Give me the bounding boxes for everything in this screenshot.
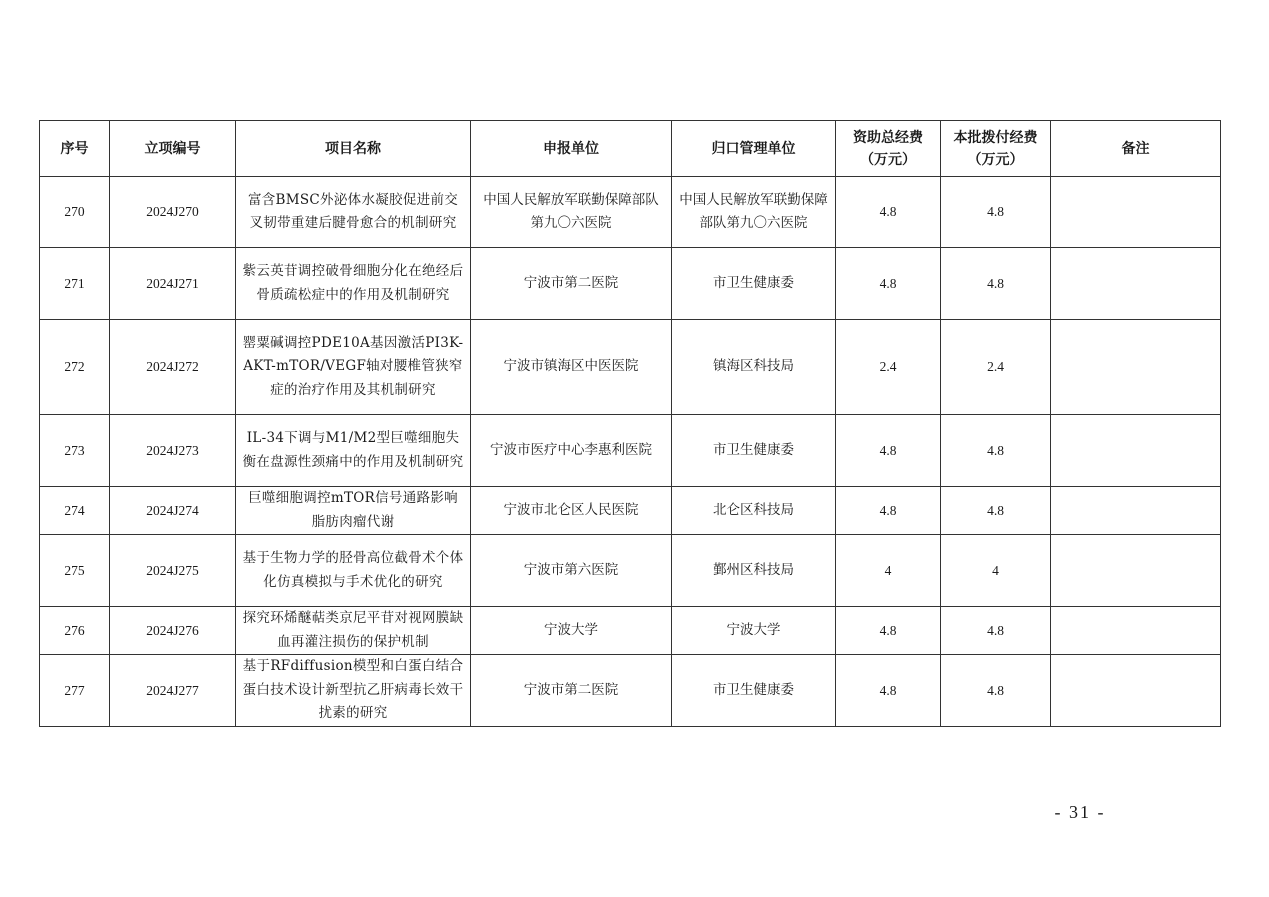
header-unit: 申报单位: [471, 121, 672, 177]
row-seq: 275: [40, 535, 110, 607]
row-code: 2024J272: [110, 320, 236, 415]
row-code: 2024J277: [110, 655, 236, 727]
row-applicant-unit: 宁波市第二医院: [471, 655, 672, 727]
row-project-name: 基于生物力学的胫骨高位截骨术个体化仿真模拟与手术优化的研究: [236, 535, 471, 607]
row-code: 2024J270: [110, 177, 236, 248]
row-project-name: 巨噬细胞调控mTOR信号通路影响脂肪肉瘤代谢: [236, 487, 471, 535]
header-seq: 序号: [40, 121, 110, 177]
row-seq: 270: [40, 177, 110, 248]
row-code: 2024J273: [110, 415, 236, 487]
header-total: 资助总经费 （万元）: [836, 121, 941, 177]
row-total-funding: 4.8: [836, 487, 941, 535]
table-row: [40, 607, 1221, 655]
row-management-unit: 市卫生健康委: [672, 248, 836, 320]
row-applicant-unit: 宁波市第六医院: [471, 535, 672, 607]
table-row: [40, 655, 1221, 727]
header-code: 立项编号: [110, 121, 236, 177]
row-code: 2024J275: [110, 535, 236, 607]
row-total-funding: 4.8: [836, 655, 941, 727]
row-remark: [1051, 607, 1221, 655]
row-applicant-unit: 宁波市北仑区人民医院: [471, 487, 672, 535]
row-remark: [1051, 535, 1221, 607]
row-applicant-unit: 宁波大学: [471, 607, 672, 655]
row-project-name: IL-34下调与M1/M2型巨噬细胞失衡在盘源性颈痛中的作用及机制研究: [236, 415, 471, 487]
row-project-name: 紫云英苷调控破骨细胞分化在绝经后骨质疏松症中的作用及机制研究: [236, 248, 471, 320]
row-code: 2024J276: [110, 607, 236, 655]
row-project-name: 富含BMSC外泌体水凝胶促进前交叉韧带重建后腱骨愈合的机制研究: [236, 177, 471, 248]
table-row: [40, 535, 1221, 607]
row-seq: 277: [40, 655, 110, 727]
row-applicant-unit: 宁波市医疗中心李惠利医院: [471, 415, 672, 487]
row-applicant-unit: 中国人民解放军联勤保障部队第九〇六医院: [471, 177, 672, 248]
row-total-funding: 2.4: [836, 320, 941, 415]
row-applicant-unit: 宁波市镇海区中医医院: [471, 320, 672, 415]
row-remark: [1051, 320, 1221, 415]
row-seq: 274: [40, 487, 110, 535]
funding-table: [39, 120, 1221, 727]
row-applicant-unit: 宁波市第二医院: [471, 248, 672, 320]
row-remark: [1051, 415, 1221, 487]
row-seq: 271: [40, 248, 110, 320]
row-seq: 273: [40, 415, 110, 487]
row-batch-funding: 4: [941, 535, 1051, 607]
row-management-unit: 市卫生健康委: [672, 415, 836, 487]
row-total-funding: 4.8: [836, 415, 941, 487]
header-batch: 本批拨付经费 （万元）: [941, 121, 1051, 177]
row-batch-funding: 4.8: [941, 415, 1051, 487]
header-name: 项目名称: [236, 121, 471, 177]
row-batch-funding: 4.8: [941, 607, 1051, 655]
row-remark: [1051, 177, 1221, 248]
page-number: - 31 -: [1054, 802, 1106, 822]
row-total-funding: 4: [836, 535, 941, 607]
row-remark: [1051, 248, 1221, 320]
row-management-unit: 宁波大学: [672, 607, 836, 655]
row-project-name: 探究环烯醚萜类京尼平苷对视网膜缺血再灌注损伤的保护机制: [236, 607, 471, 655]
row-batch-funding: 4.8: [941, 487, 1051, 535]
row-seq: 276: [40, 607, 110, 655]
table-row: [40, 415, 1221, 487]
row-total-funding: 4.8: [836, 177, 941, 248]
row-project-name: 基于RFdiffusion模型和白蛋白结合蛋白技术设计新型抗乙肝病毒长效干扰素的研究: [236, 655, 471, 727]
row-total-funding: 4.8: [836, 248, 941, 320]
row-code: 2024J271: [110, 248, 236, 320]
row-batch-funding: 4.8: [941, 177, 1051, 248]
row-management-unit: 鄞州区科技局: [672, 535, 836, 607]
table-row: [40, 248, 1221, 320]
row-seq: 272: [40, 320, 110, 415]
row-management-unit: 北仑区科技局: [672, 487, 836, 535]
row-batch-funding: 4.8: [941, 655, 1051, 727]
row-remark: [1051, 655, 1221, 727]
row-management-unit: 镇海区科技局: [672, 320, 836, 415]
row-total-funding: 4.8: [836, 607, 941, 655]
row-management-unit: 中国人民解放军联勤保障部队第九〇六医院: [672, 177, 836, 248]
table-row: [40, 320, 1221, 415]
row-batch-funding: 2.4: [941, 320, 1051, 415]
table-row: [40, 487, 1221, 535]
header-remark: 备注: [1051, 121, 1221, 177]
table-header-row: [40, 121, 1221, 177]
header-mgmt: 归口管理单位: [672, 121, 836, 177]
row-project-name: 罂粟碱调控PDE10A基因激活PI3K-AKT-mTOR/VEGF轴对腰椎管狭窄症的治疗作用及其机制研究: [236, 320, 471, 415]
row-management-unit: 市卫生健康委: [672, 655, 836, 727]
row-remark: [1051, 487, 1221, 535]
row-code: 2024J274: [110, 487, 236, 535]
row-batch-funding: 4.8: [941, 248, 1051, 320]
table-row: [40, 177, 1221, 248]
